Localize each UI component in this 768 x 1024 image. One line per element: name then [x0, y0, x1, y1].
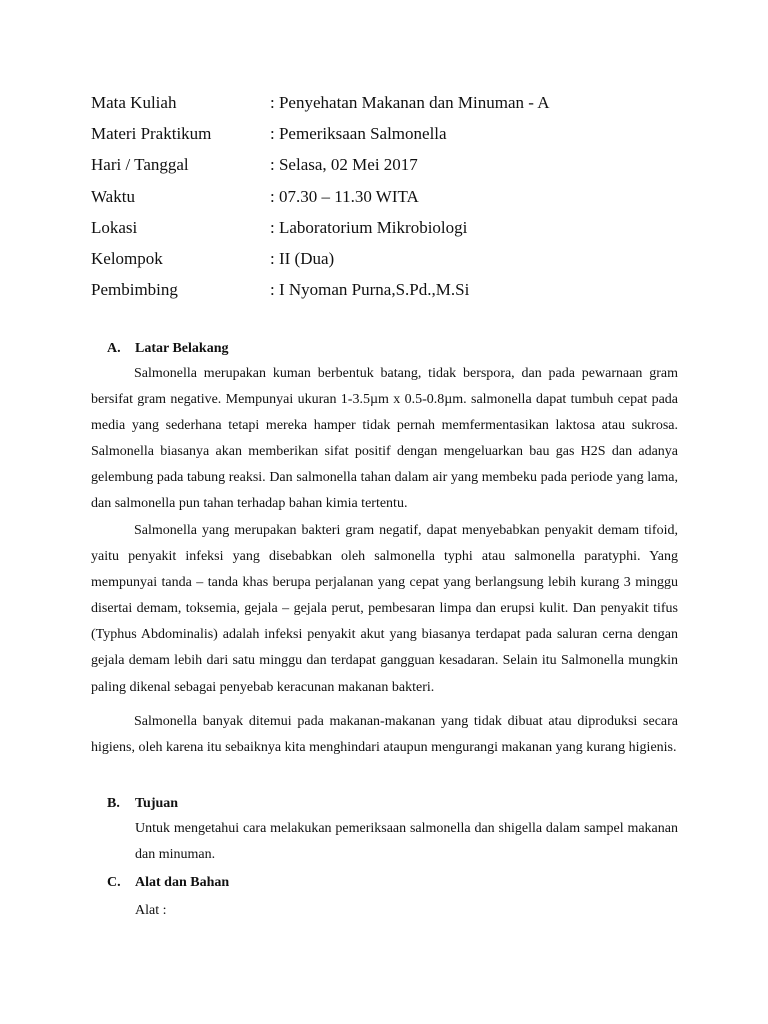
info-row-materi-praktikum — [91, 122, 691, 153]
paragraph-text: Salmonella yang merupakan bakteri gram negatif, dapat menyebabkan penyakit demam tifoid, yaitu penyakit infeksi yang disebabkan oleh salmonella typhi atau salmonella paratyphi. Yang mempunyai tanda – tanda khas berupa perjalanan yang cepat yang berlangsung lebih kurang 3 minggu disertai demam, toksemia, gejala – gejala perut, pembesaran limpa dan erupsi kulit. Dan penyakit tifus (Typhus Abdominalis) adalah infeksi penyakit akut yang biasanya terdapat pada saluran cerna dengan gejala demam lebih dari satu minggu dan terdapat gangguan kesadaran. Selain itu Salmonella mungkin paling dikenal sebagai penyebab keracunan makanan bakteri. — [91, 523, 678, 695]
paragraph-text: Salmonella merupakan kuman berbentuk batang, tidak berspora, dan pada pewarnaan gram bersifat gram negative. Mempunyai ukuran 1-3.5µm x 0.5-0.8µm. salmonella dapat tumbuh cepat pada media yang sederhana tetapi mereka hamper tidak pernah memfermentasikan laktosa atau sukrosa. Salmonella biasanya akan memberikan sifat positif dengan mengeluarkan bau gas H2S dan adanya gelembung pada tabung reaksi. Dan salmonella tahan dalam air yang membeku pada periode yang lama, dan salmonella pun tahan terhadap bahan kimia tertentu. — [91, 366, 678, 512]
section-letter: C. — [107, 875, 121, 890]
section-heading-latar-belakang — [107, 339, 228, 359]
tujuan-text: Untuk mengetahui cara melakukan pemeriksaan salmonella dan shigella dalam sampel makanan dan minuman. — [135, 821, 678, 862]
info-value: : Pemeriksaan Salmonella — [270, 124, 447, 144]
paragraph — [91, 709, 678, 761]
info-value: : I Nyoman Purna,S.Pd.,M.Si — [270, 280, 470, 300]
info-row-lokasi — [91, 216, 691, 247]
info-label: Kelompok — [91, 248, 163, 268]
info-label: Lokasi — [91, 217, 138, 237]
info-row-kelompok — [91, 247, 691, 278]
section-heading-tujuan — [107, 794, 178, 814]
section-letter: B. — [107, 796, 120, 811]
paragraph-text: Salmonella banyak ditemui pada makanan-makanan yang tidak dibuat atau diproduksi secara higiens, oleh karena itu sebaiknya kita menghindari ataupun mengurangi makanan yang kurang higienis. — [91, 714, 678, 756]
info-value: : 07.30 – 11.30 WITA — [270, 186, 419, 206]
section-heading-alat-dan-bahan — [107, 873, 229, 893]
info-row-pembimbing — [91, 278, 691, 309]
paragraph — [91, 361, 678, 518]
info-value: : Selasa, 02 Mei 2017 — [270, 155, 418, 175]
info-row-mata-kuliah — [91, 91, 691, 122]
section-title: Tujuan — [135, 796, 179, 811]
info-table — [91, 91, 691, 309]
section-letter: A. — [107, 341, 121, 356]
info-label: Waktu — [91, 186, 135, 206]
paragraph — [91, 518, 678, 701]
info-value: : Laboratorium Mikrobiologi — [270, 217, 468, 237]
info-label: Mata Kuliah — [91, 93, 177, 112]
alat-label: Alat : — [135, 903, 167, 918]
info-value: : II (Dua) — [270, 248, 335, 268]
section-title: Alat dan Bahan — [135, 875, 230, 890]
info-label: Materi Praktikum — [91, 124, 212, 144]
info-label: Pembimbing — [91, 280, 178, 300]
info-value: : Penyehatan Makanan dan Minuman - A — [270, 93, 550, 112]
info-row-hari-tanggal — [91, 153, 691, 184]
info-row-waktu — [91, 185, 691, 216]
section-title: Latar Belakang — [135, 341, 229, 356]
info-label: Hari / Tanggal — [91, 155, 189, 175]
